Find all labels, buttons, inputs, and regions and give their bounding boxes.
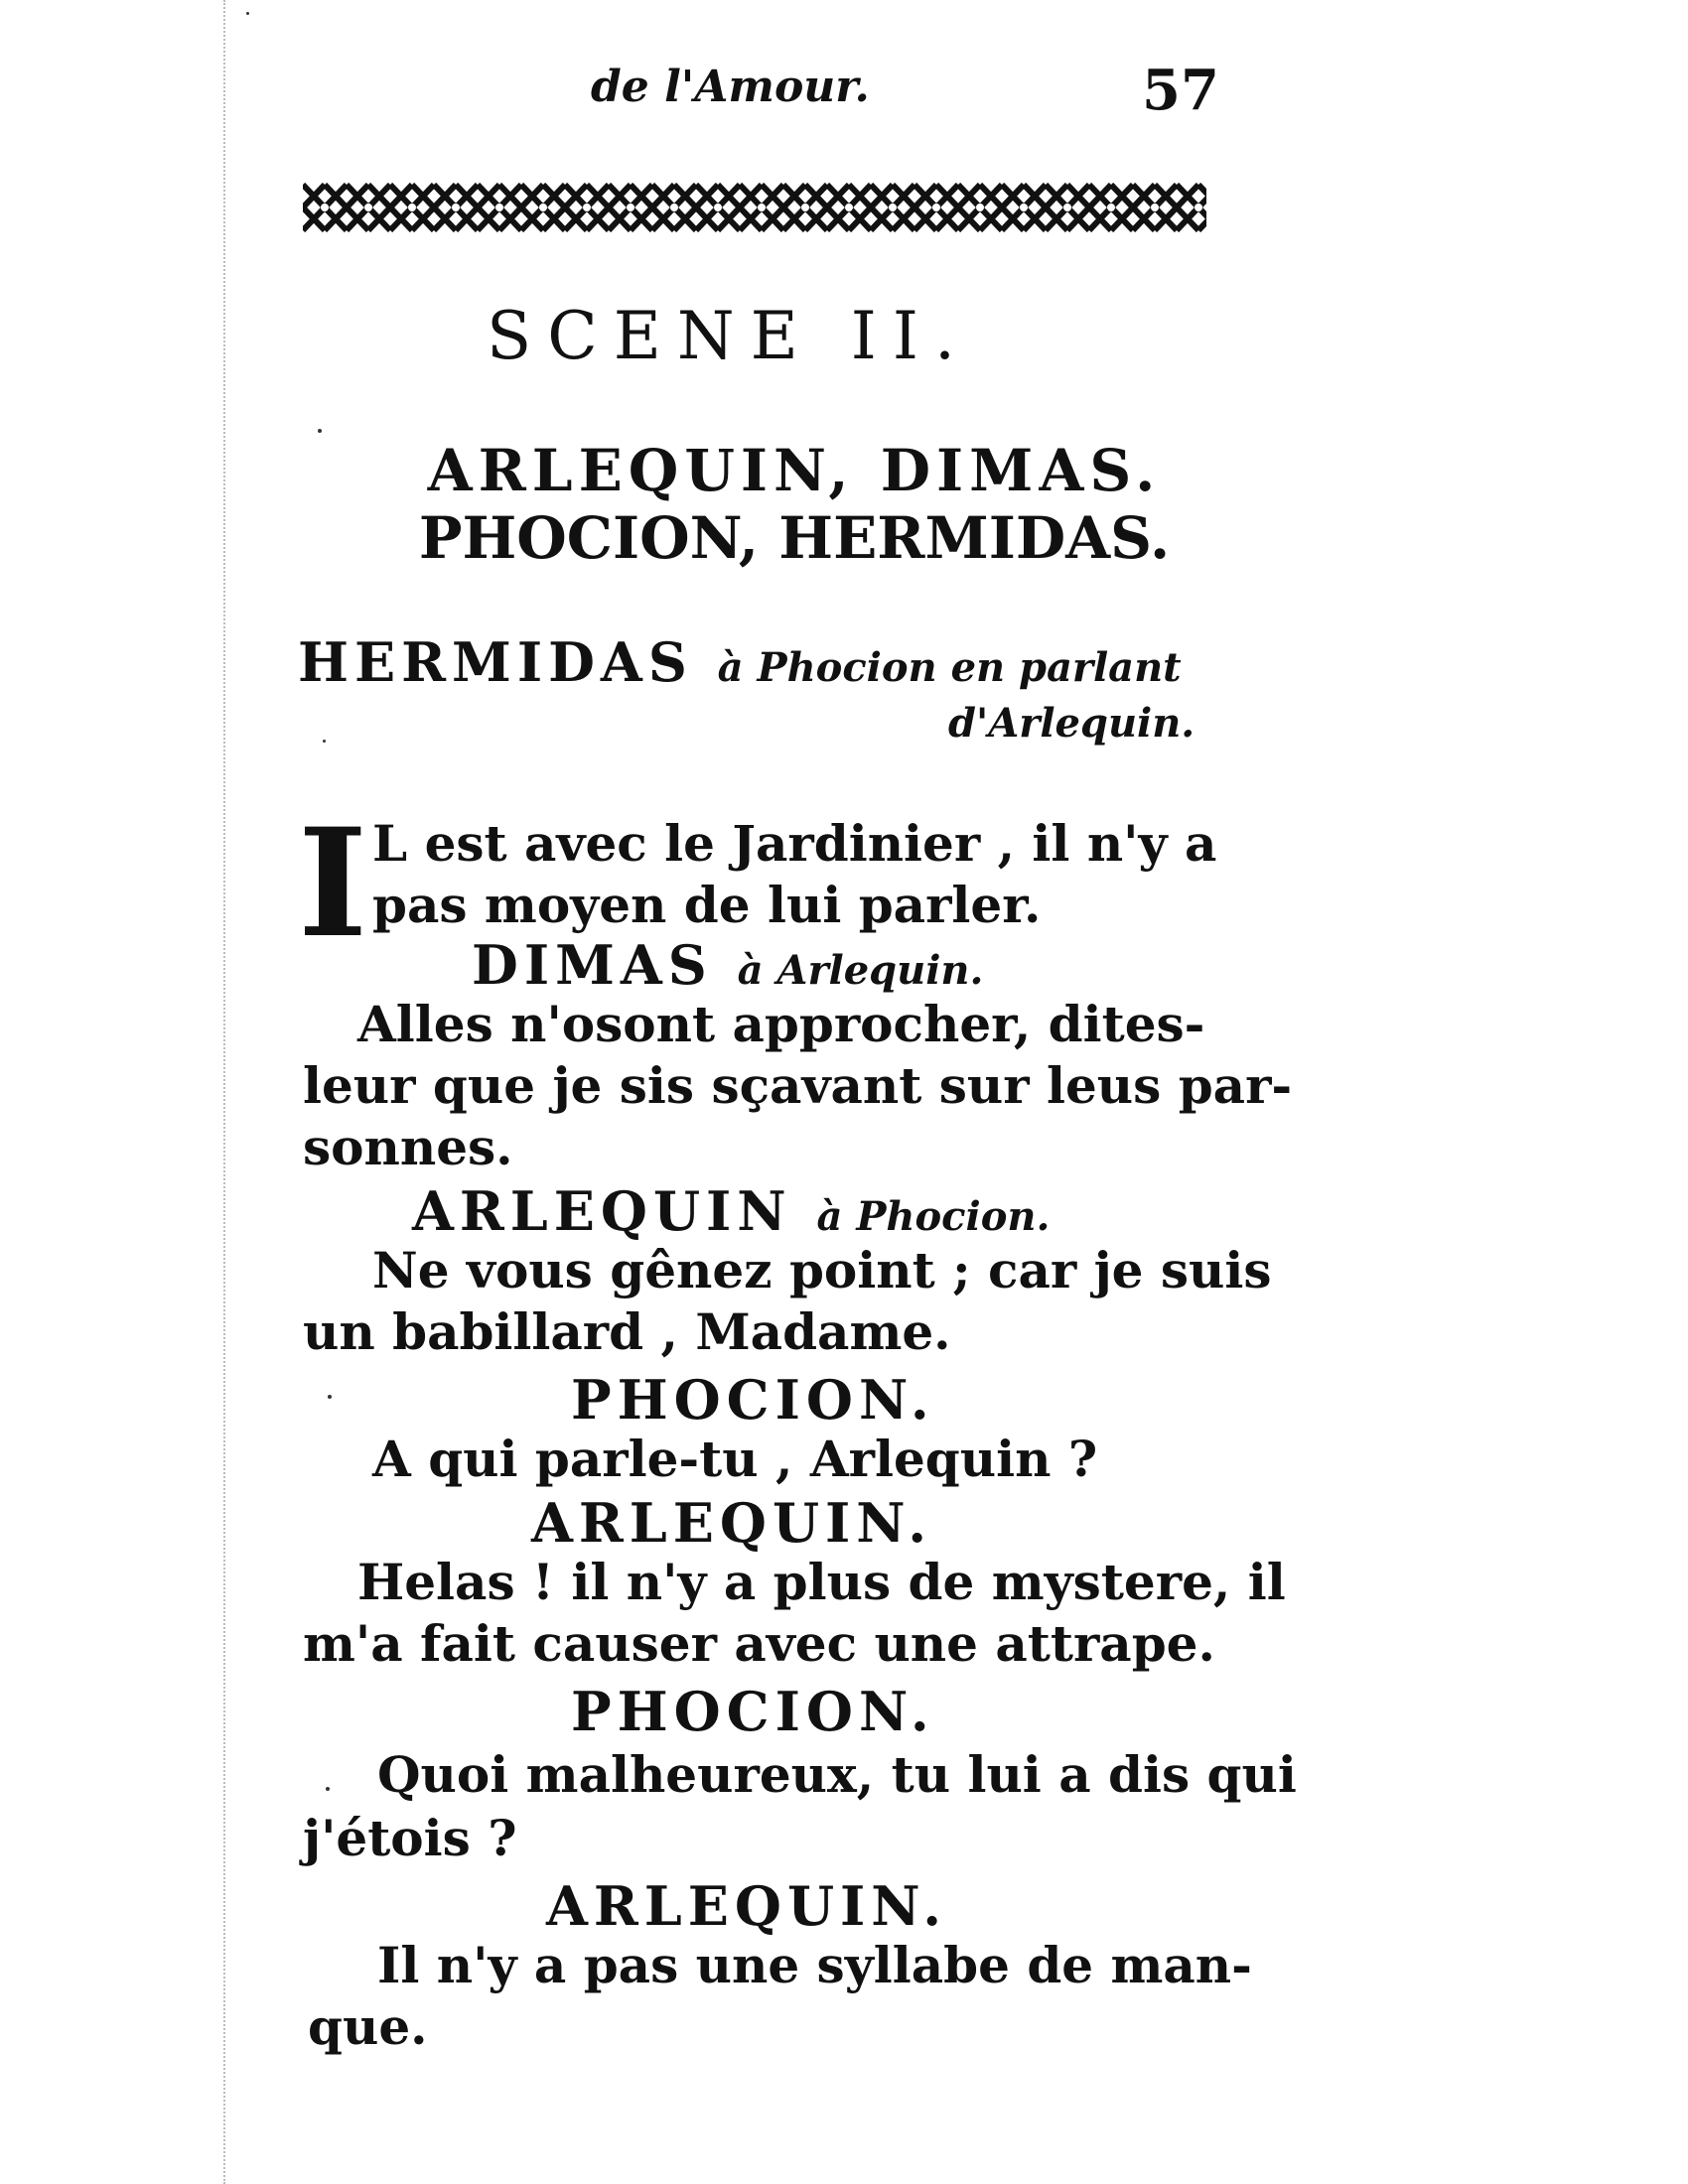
stage-direction: à Phocion en parlant xyxy=(717,644,1182,691)
scan-speck xyxy=(328,1395,332,1399)
scan-speck xyxy=(326,1787,330,1791)
speech-line: j'étois ? xyxy=(303,1809,517,1867)
speaker-name: HERMIDAS xyxy=(298,630,693,694)
page-number: 57 xyxy=(1142,58,1219,123)
speaker-phocion: PHOCION. xyxy=(571,1368,935,1432)
speech-line: L est avec le Jardinier , il n'y a xyxy=(372,814,1217,873)
speech-line: leur que je sis sçavant sur leus par- xyxy=(303,1056,1293,1115)
stage-direction-cont: d'Arlequin. xyxy=(948,700,1196,747)
speech-line: Quoi malheureux, tu lui a dis qui xyxy=(377,1745,1297,1804)
stage-direction: à Arlequin. xyxy=(737,947,984,994)
speech-line: que. xyxy=(308,1997,428,2056)
speech-line: Ne vous gênez point ; car je suis xyxy=(372,1241,1272,1299)
running-head: de l'Amour. xyxy=(591,62,870,112)
speaker-arlequin: ARLEQUIN. xyxy=(531,1491,932,1555)
stage-direction: à Phocion. xyxy=(816,1193,1051,1240)
speaker-hermidas xyxy=(298,630,1182,694)
cast-line-1: ARLEQUIN, DIMAS. xyxy=(427,437,1162,504)
speaker-name: ARLEQUIN xyxy=(412,1179,792,1243)
ornament-band xyxy=(303,177,1206,238)
speaker-dimas xyxy=(472,933,983,997)
drop-cap: I xyxy=(298,796,368,971)
speech-line: A qui parle-tu , Arlequin ? xyxy=(372,1430,1098,1488)
speech-line: m'a fait causer avec une attrape. xyxy=(303,1614,1215,1673)
speaker-phocion: PHOCION. xyxy=(571,1680,935,1743)
gutter-dots xyxy=(223,0,227,2184)
speech-line: Alles n'osont approcher, dites- xyxy=(357,995,1205,1053)
scan-speck xyxy=(246,12,249,15)
speech-line: sonnes. xyxy=(303,1118,513,1176)
speaker-name: DIMAS xyxy=(472,933,713,997)
scan-speck xyxy=(318,429,322,433)
speaker-arlequin xyxy=(412,1179,1050,1243)
cast-line-2: PHOCION, HERMIDAS. xyxy=(418,504,1171,572)
scene-title: SCENE II. xyxy=(487,298,971,374)
scan-speck xyxy=(323,740,326,743)
speech-line: Il n'y a pas une syllabe de man- xyxy=(377,1936,1252,1994)
speech-line: Helas ! il n'y a plus de mystere, il xyxy=(357,1553,1286,1611)
speech-line: un babillard , Madame. xyxy=(303,1302,951,1361)
speaker-arlequin: ARLEQUIN. xyxy=(546,1874,947,1938)
speech-line: pas moyen de lui parler. xyxy=(372,876,1042,934)
